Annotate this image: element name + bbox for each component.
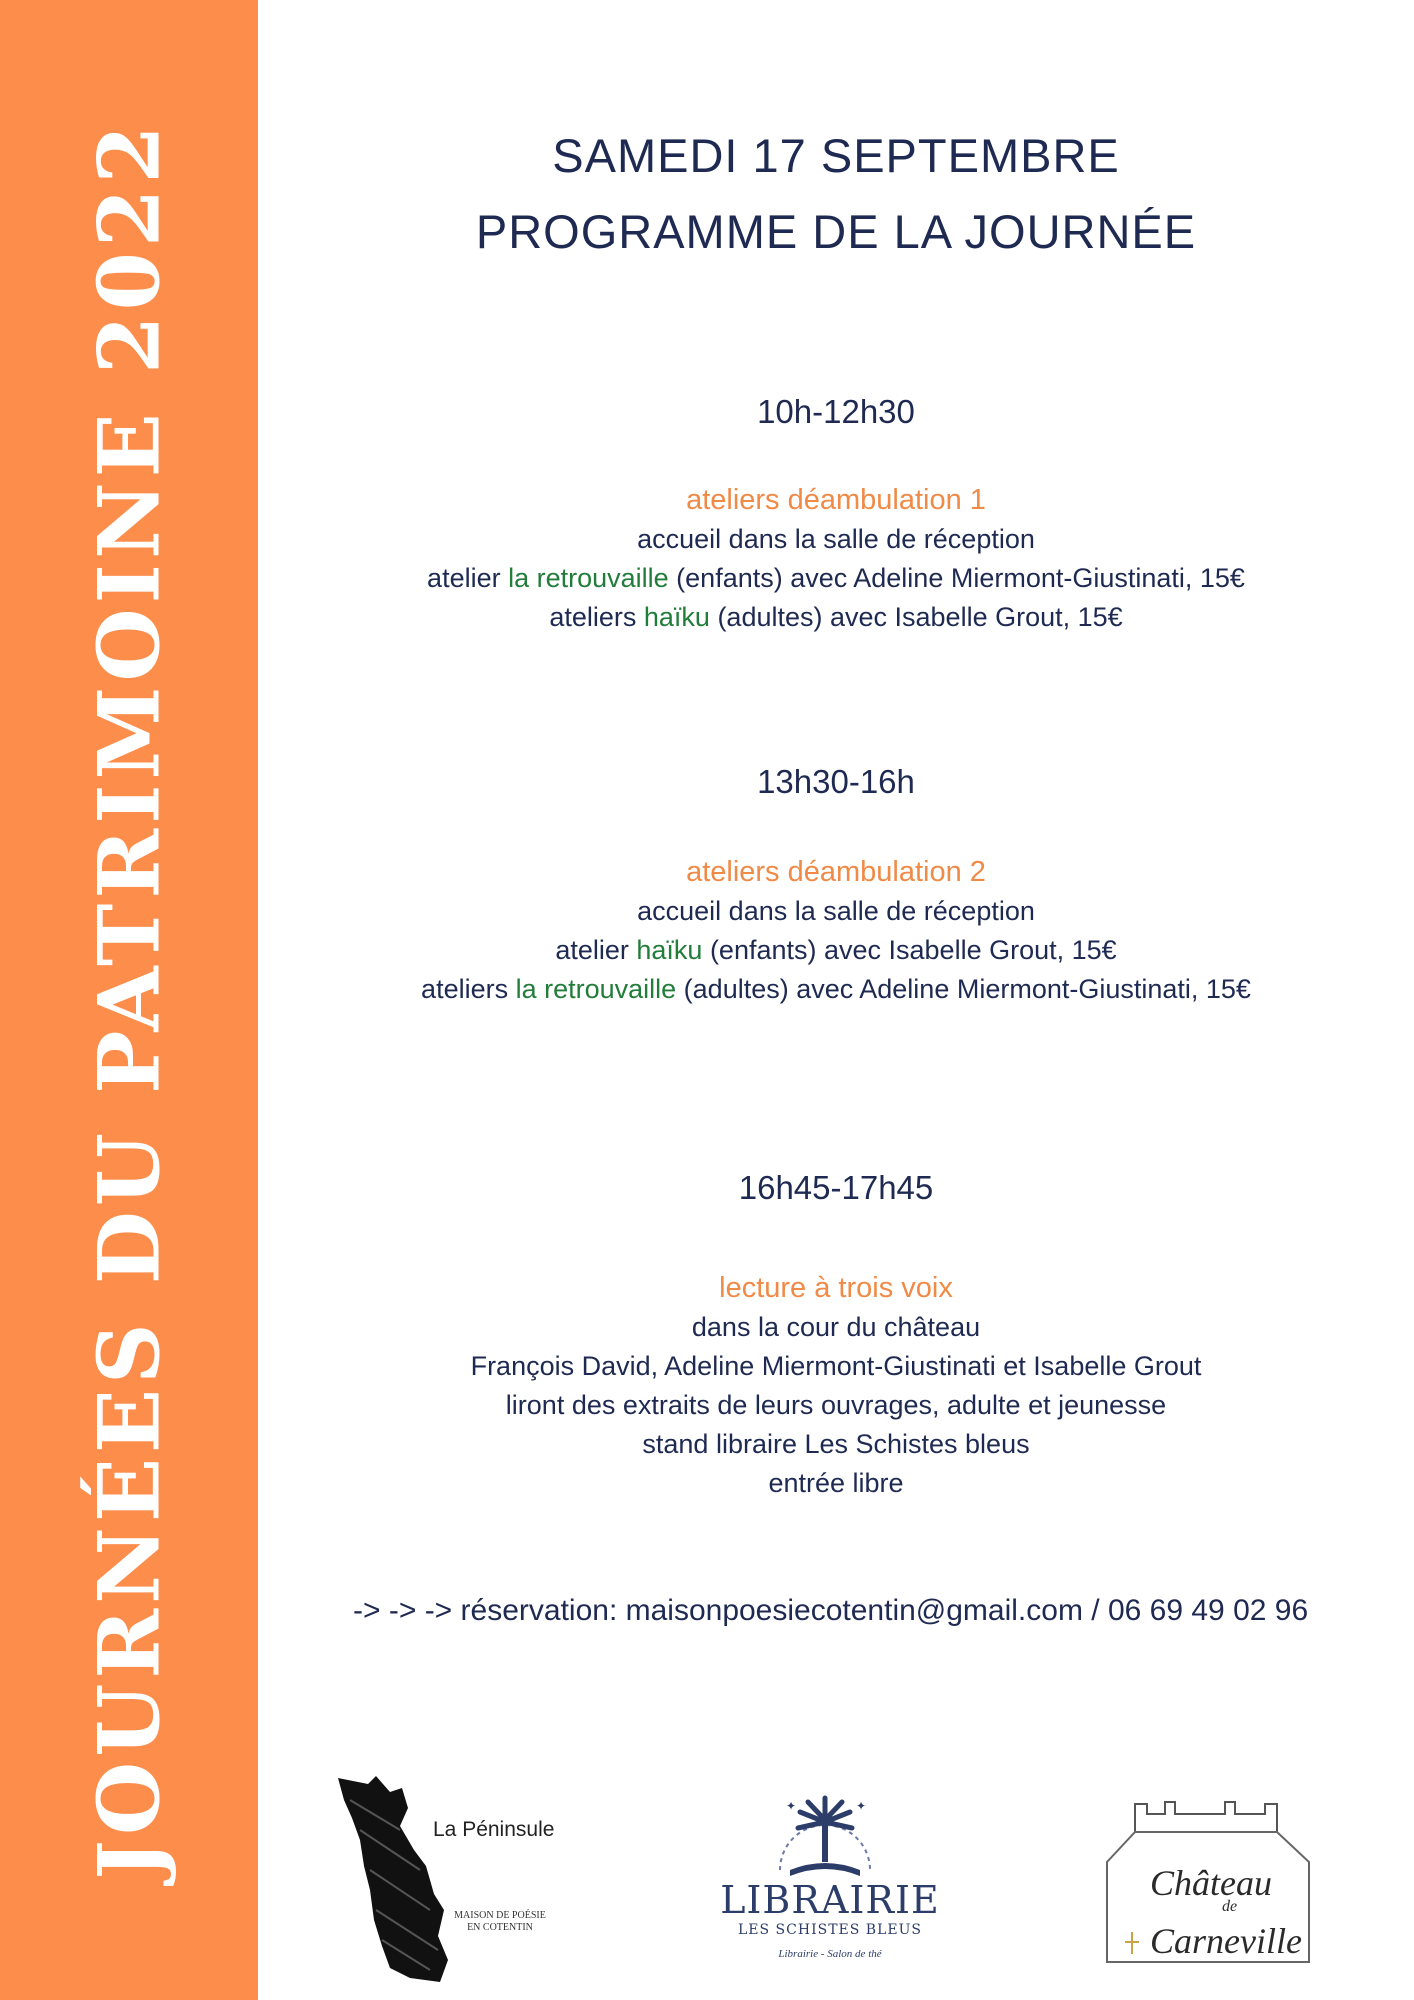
peninsule-name: La Péninsule: [433, 1818, 555, 1841]
header-program: PROGRAMME DE LA JOURNÉE: [475, 205, 1197, 258]
session3-time: 16h45-17h45: [738, 1169, 934, 1206]
text: (enfants) avec Adeline Miermont-Giustinati, 15€: [668, 563, 1245, 593]
session2-line3: [258, 970, 1414, 1009]
reservation-contact: -> -> -> réservation: maisonpoesiecotentin@gmail.com / 06 69 49 02 96: [353, 1594, 1309, 1627]
chateau-name-line1: Château: [1150, 1863, 1272, 1903]
session1-line1: accueil dans la salle de réception: [637, 524, 1035, 554]
chateau-name-line3: Carneville: [1150, 1921, 1302, 1961]
text: ateliers: [549, 602, 644, 632]
session3-line3: liront des extraits de leurs ouvrages, adulte et jeunesse: [505, 1390, 1167, 1420]
text: (adultes) avec Adeline Miermont-Giustinati, 15€: [676, 974, 1251, 1004]
peninsule-subtitle: [440, 1910, 560, 1934]
session3-line1: dans la cour du château: [691, 1312, 981, 1342]
svg-text:✦: ✦: [786, 1799, 797, 1813]
session1-time: 10h-12h30: [757, 393, 915, 430]
chateau-name-line2: de: [1222, 1898, 1238, 1915]
text: atelier: [427, 563, 509, 593]
session3-title: lecture à trois voix: [719, 1272, 953, 1304]
peninsule-sub-line1: MAISON DE POÉSIE: [454, 1910, 546, 1921]
session1-block: [258, 480, 1414, 637]
svg-text:✦: ✦: [856, 1799, 867, 1813]
librairie-subtitle: LES SCHISTES BLEUS: [738, 1922, 922, 1938]
workshop-name: haïku: [636, 935, 703, 965]
header-date: SAMEDI 17 SEPTEMBRE: [552, 129, 1120, 182]
text: atelier: [555, 935, 637, 965]
session2-block: [258, 852, 1414, 1009]
workshop-name: haïku: [643, 602, 710, 632]
session1-title: ateliers déambulation 1: [686, 484, 986, 516]
workshop-name: la retrouvaille: [508, 563, 669, 593]
session1-line3: [258, 598, 1414, 637]
session2-line2: [258, 931, 1414, 970]
peninsule-sub-line2: EN COTENTIN: [467, 1922, 533, 1933]
peninsule-map-logo: [330, 1770, 470, 1990]
librairie-tagline: Librairie - Salon de thé: [778, 1948, 882, 1960]
session3-line4: stand libraire Les Schistes bleus: [642, 1429, 1030, 1459]
session1-line2: [258, 559, 1414, 598]
text: (adultes) avec Isabelle Grout, 15€: [709, 602, 1123, 632]
session2-line1: accueil dans la salle de réception: [637, 896, 1035, 926]
session2-time: 13h30-16h: [757, 763, 915, 800]
librairie-title: LIBRAIRIE: [720, 1878, 940, 1922]
session3-line5: entrée libre: [768, 1468, 904, 1498]
session2-title: ateliers déambulation 2: [686, 856, 986, 888]
session3-block: [258, 1268, 1414, 1503]
workshop-name: la retrouvaille: [515, 974, 677, 1004]
sidebar-vertical-title: JOURNÉES DU PATRIMOINE 2022: [79, 120, 179, 1880]
text: ateliers: [421, 974, 516, 1004]
session3-line2: François David, Adeline Miermont-Giustinati et Isabelle Grout: [470, 1351, 1202, 1381]
sidebar-band: [0, 0, 258, 2000]
main-content: [258, 0, 1414, 2000]
librairie-emblem-icon: [770, 1790, 880, 1880]
text: (enfants) avec Isabelle Grout, 15€: [702, 935, 1117, 965]
